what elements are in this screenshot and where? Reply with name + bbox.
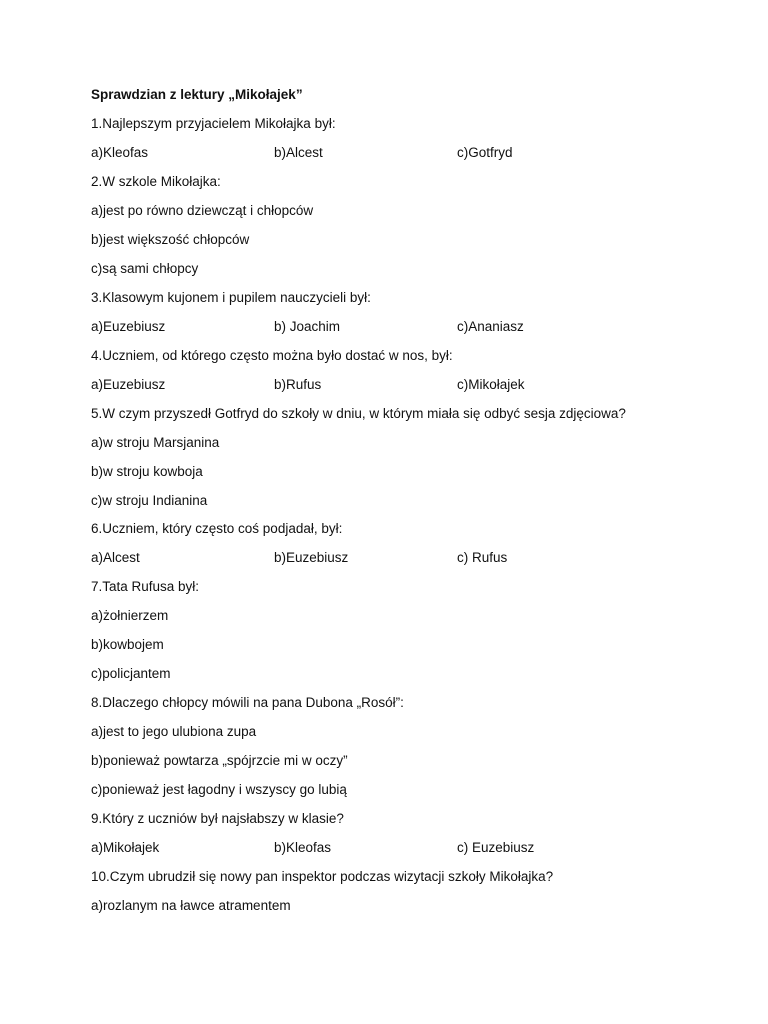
answer-6c: c) Rufus (457, 550, 508, 565)
answer-4b: b)Rufus (274, 377, 322, 392)
question-7: 7.Tata Rufusa był: (91, 579, 200, 594)
answer-10a: a)rozlanym na ławce atramentem (91, 898, 291, 913)
answer-9b: b)Kleofas (274, 840, 332, 855)
question-6: 6.Uczniem, który często coś podjadał, był: (91, 521, 343, 536)
document-title: Sprawdzian z lektury „Mikołajek” (91, 87, 303, 102)
answer-1c: c)Gotfryd (457, 145, 513, 160)
question-8: 8.Dlaczego chłopcy mówili na pana Dubona „Rosół”: (91, 695, 404, 710)
question-3: 3.Klasowym kujonem i pupilem nauczycieli był: (91, 290, 371, 305)
question-2: 2.W szkole Mikołajka: (91, 174, 221, 189)
answer-3a: a)Euzebiusz (91, 319, 166, 334)
question-10: 10.Czym ubrudził się nowy pan inspektor podczas wizytacji szkoły Mikołajka? (91, 869, 554, 884)
answer-2c: c)są sami chłopcy (91, 261, 199, 276)
question-4: 4.Uczniem, od którego często można było dostać w nos, był: (91, 348, 453, 363)
answer-7a: a)żołnierzem (91, 608, 169, 623)
answer-4a: a)Euzebiusz (91, 377, 166, 392)
answer-7b: b)kowbojem (91, 637, 164, 652)
question-1: 1.Najlepszym przyjacielem Mikołajka był: (91, 116, 336, 131)
answer-5b: b)w stroju kowboja (91, 464, 203, 479)
answer-3b: b) Joachim (274, 319, 341, 334)
answer-1b: b)Alcest (274, 145, 323, 160)
answer-4c: c)Mikołajek (457, 377, 525, 392)
answer-7c: c)policjantem (91, 666, 171, 681)
answer-8a: a)jest to jego ulubiona zupa (91, 724, 257, 739)
question-9: 9.Który z uczniów był najsłabszy w klasie? (91, 811, 344, 826)
answer-6a: a)Alcest (91, 550, 140, 565)
question-5: 5.W czym przyszedł Gotfryd do szkoły w dniu, w którym miała się odbyć sesja zdjęciowa? (91, 406, 626, 421)
answer-2b: b)jest większość chłopców (91, 232, 250, 247)
answer-9c: c) Euzebiusz (457, 840, 535, 855)
answer-1a: a)Kleofas (91, 145, 149, 160)
answer-5c: c)w stroju Indianina (91, 493, 208, 508)
answer-3c: c)Ananiasz (457, 319, 524, 334)
answer-8b: b)ponieważ powtarza „spójrzcie mi w oczy” (91, 753, 348, 768)
answer-2a: a)jest po równo dziewcząt i chłopców (91, 203, 314, 218)
answer-9a: a)Mikołajek (91, 840, 160, 855)
answer-6b: b)Euzebiusz (274, 550, 349, 565)
answer-8c: c)ponieważ jest łagodny i wszyscy go lubią (91, 782, 347, 797)
answer-5a: a)w stroju Marsjanina (91, 435, 220, 450)
